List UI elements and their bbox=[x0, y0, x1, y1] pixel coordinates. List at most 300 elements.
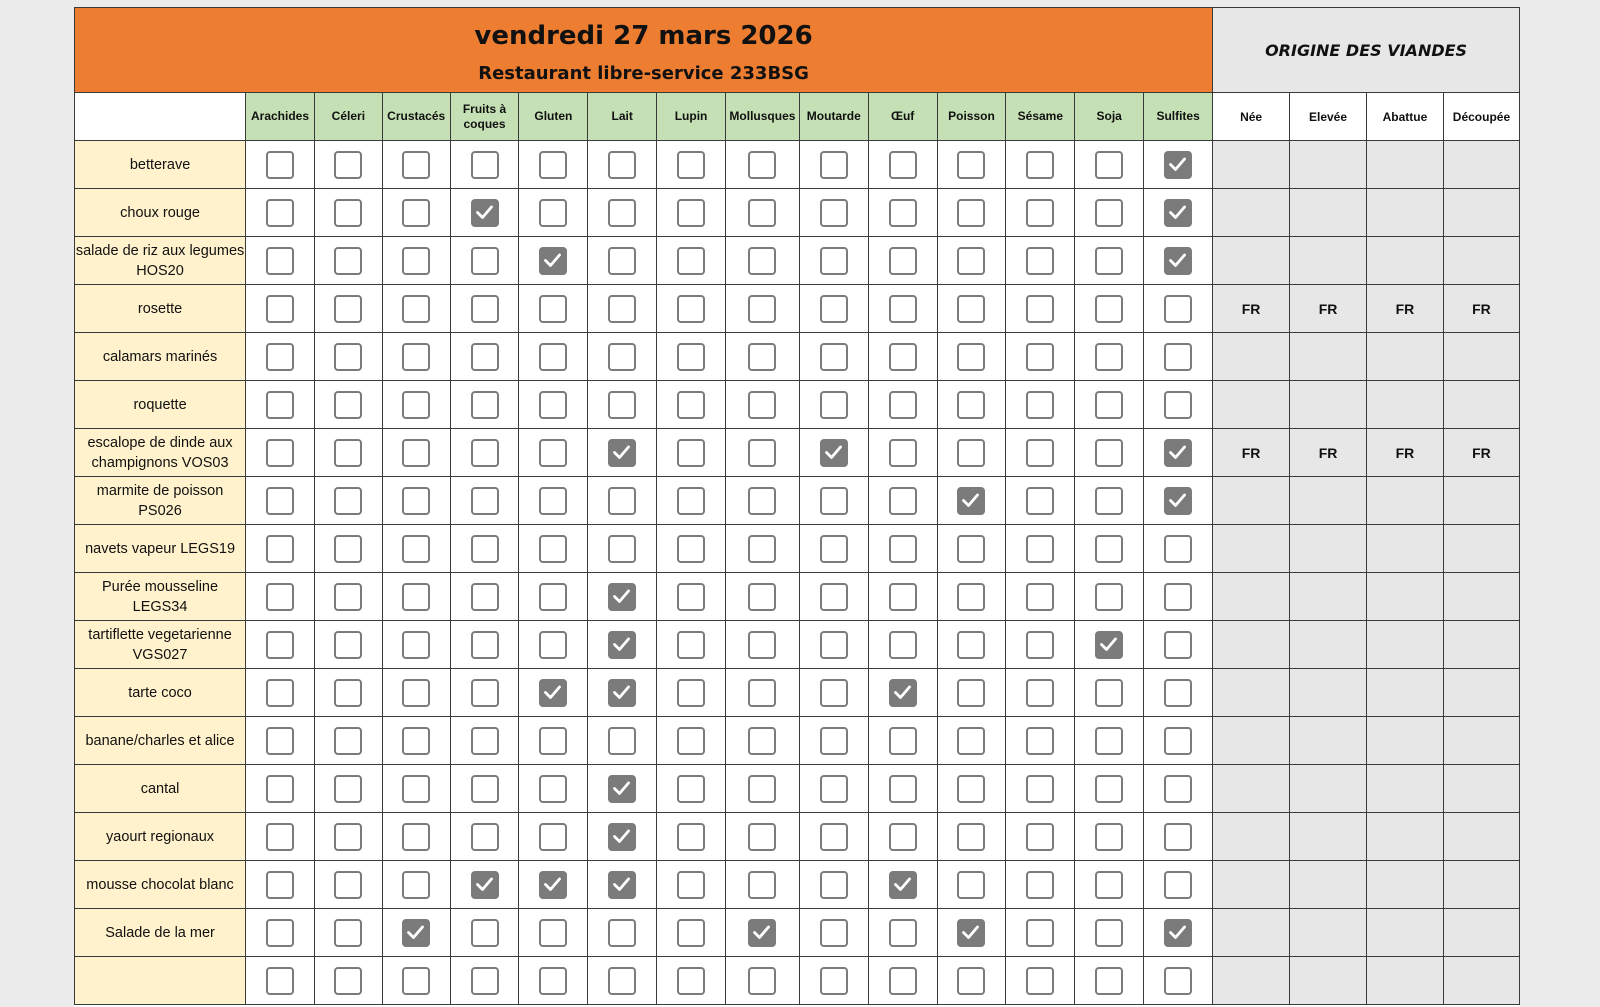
empty-checkbox[interactable] bbox=[677, 631, 705, 659]
allergen-cell-moutarde bbox=[799, 381, 868, 429]
allergen-cell-poisson bbox=[937, 717, 1006, 765]
allergen-cell-lupin bbox=[657, 237, 726, 285]
empty-checkbox[interactable] bbox=[957, 391, 985, 419]
origin-cell-nee bbox=[1213, 333, 1290, 381]
empty-checkbox[interactable] bbox=[677, 967, 705, 995]
empty-checkbox[interactable] bbox=[820, 967, 848, 995]
empty-checkbox[interactable] bbox=[266, 967, 294, 995]
allergen-cell-arachides bbox=[246, 141, 315, 189]
allergen-cell-sulfites bbox=[1144, 285, 1213, 333]
checkmark-icon[interactable] bbox=[748, 919, 776, 947]
origin-title: ORIGINE DES VIANDES bbox=[1213, 8, 1520, 93]
empty-checkbox[interactable] bbox=[889, 583, 917, 611]
empty-checkbox[interactable] bbox=[266, 487, 294, 515]
empty-checkbox[interactable] bbox=[334, 631, 362, 659]
empty-checkbox[interactable] bbox=[1095, 487, 1123, 515]
empty-checkbox[interactable] bbox=[957, 535, 985, 563]
checkmark-icon[interactable] bbox=[471, 199, 499, 227]
empty-checkbox[interactable] bbox=[889, 823, 917, 851]
allergen-cell-oeuf bbox=[868, 765, 937, 813]
empty-checkbox[interactable] bbox=[608, 295, 636, 323]
empty-checkbox[interactable] bbox=[748, 871, 776, 899]
empty-checkbox[interactable] bbox=[957, 583, 985, 611]
checkmark-icon[interactable] bbox=[1164, 151, 1192, 179]
empty-checkbox[interactable] bbox=[1164, 391, 1192, 419]
empty-checkbox[interactable] bbox=[677, 823, 705, 851]
empty-checkbox[interactable] bbox=[1026, 439, 1054, 467]
allergen-cell-lupin bbox=[657, 189, 726, 237]
empty-checkbox[interactable] bbox=[471, 823, 499, 851]
empty-checkbox[interactable] bbox=[1095, 247, 1123, 275]
empty-checkbox[interactable] bbox=[1164, 535, 1192, 563]
empty-checkbox[interactable] bbox=[820, 871, 848, 899]
empty-checkbox[interactable] bbox=[334, 727, 362, 755]
allergen-cell-crustaces bbox=[382, 141, 450, 189]
empty-checkbox[interactable] bbox=[608, 247, 636, 275]
origin-cell-abattue bbox=[1367, 765, 1444, 813]
empty-checkbox[interactable] bbox=[677, 391, 705, 419]
empty-checkbox[interactable] bbox=[266, 343, 294, 371]
checkmark-icon[interactable] bbox=[820, 439, 848, 467]
empty-checkbox[interactable] bbox=[820, 823, 848, 851]
empty-checkbox[interactable] bbox=[334, 391, 362, 419]
empty-checkbox[interactable] bbox=[820, 391, 848, 419]
checkmark-icon[interactable] bbox=[608, 439, 636, 467]
empty-checkbox[interactable] bbox=[1095, 343, 1123, 371]
empty-checkbox[interactable] bbox=[1095, 823, 1123, 851]
empty-checkbox[interactable] bbox=[539, 295, 567, 323]
empty-checkbox[interactable] bbox=[334, 343, 362, 371]
empty-checkbox[interactable] bbox=[957, 343, 985, 371]
origin-cell-nee bbox=[1213, 237, 1290, 285]
checkmark-icon[interactable] bbox=[1164, 439, 1192, 467]
empty-checkbox[interactable] bbox=[266, 679, 294, 707]
empty-checkbox[interactable] bbox=[957, 247, 985, 275]
empty-checkbox[interactable] bbox=[820, 151, 848, 179]
empty-checkbox[interactable] bbox=[1026, 295, 1054, 323]
dish-name: escalope de dinde aux champignons VOS03 bbox=[75, 429, 246, 477]
empty-checkbox[interactable] bbox=[677, 535, 705, 563]
empty-checkbox[interactable] bbox=[1095, 583, 1123, 611]
empty-checkbox[interactable] bbox=[539, 535, 567, 563]
empty-checkbox[interactable] bbox=[471, 439, 499, 467]
empty-checkbox[interactable] bbox=[539, 583, 567, 611]
dish-name: rosette bbox=[75, 285, 246, 333]
empty-checkbox[interactable] bbox=[334, 871, 362, 899]
empty-checkbox[interactable] bbox=[1026, 151, 1054, 179]
empty-checkbox[interactable] bbox=[957, 199, 985, 227]
empty-checkbox[interactable] bbox=[1095, 679, 1123, 707]
checkmark-icon[interactable] bbox=[608, 679, 636, 707]
empty-checkbox[interactable] bbox=[1095, 151, 1123, 179]
empty-checkbox[interactable] bbox=[1164, 679, 1192, 707]
empty-checkbox[interactable] bbox=[748, 487, 776, 515]
empty-checkbox[interactable] bbox=[748, 823, 776, 851]
allergen-cell-celeri bbox=[314, 621, 382, 669]
empty-checkbox[interactable] bbox=[402, 871, 430, 899]
empty-checkbox[interactable] bbox=[266, 583, 294, 611]
empty-checkbox[interactable] bbox=[266, 391, 294, 419]
empty-checkbox[interactable] bbox=[820, 343, 848, 371]
allergen-cell-sesame bbox=[1006, 429, 1075, 477]
empty-checkbox[interactable] bbox=[539, 439, 567, 467]
empty-checkbox[interactable] bbox=[266, 199, 294, 227]
empty-checkbox[interactable] bbox=[748, 535, 776, 563]
empty-checkbox[interactable] bbox=[889, 343, 917, 371]
allergen-cell-crustaces bbox=[382, 285, 450, 333]
checkmark-icon[interactable] bbox=[957, 487, 985, 515]
allergen-cell-arachides bbox=[246, 861, 315, 909]
empty-checkbox[interactable] bbox=[1095, 919, 1123, 947]
empty-checkbox[interactable] bbox=[1095, 199, 1123, 227]
empty-checkbox[interactable] bbox=[402, 775, 430, 803]
empty-checkbox[interactable] bbox=[1164, 727, 1192, 755]
empty-checkbox[interactable] bbox=[334, 775, 362, 803]
empty-checkbox[interactable] bbox=[957, 727, 985, 755]
empty-checkbox[interactable] bbox=[608, 391, 636, 419]
empty-checkbox[interactable] bbox=[957, 439, 985, 467]
allergen-cell-crustaces bbox=[382, 813, 450, 861]
empty-checkbox[interactable] bbox=[748, 151, 776, 179]
checkmark-icon[interactable] bbox=[608, 871, 636, 899]
allergen-cell-mollusques bbox=[725, 189, 799, 237]
checkmark-icon[interactable] bbox=[1164, 487, 1192, 515]
empty-checkbox[interactable] bbox=[608, 487, 636, 515]
empty-checkbox[interactable] bbox=[539, 151, 567, 179]
origin-cell-decoupee bbox=[1443, 909, 1519, 957]
empty-checkbox[interactable] bbox=[334, 535, 362, 563]
empty-checkbox[interactable] bbox=[471, 487, 499, 515]
empty-checkbox[interactable] bbox=[266, 823, 294, 851]
empty-checkbox[interactable] bbox=[402, 343, 430, 371]
empty-checkbox[interactable] bbox=[748, 295, 776, 323]
empty-checkbox[interactable] bbox=[539, 487, 567, 515]
empty-checkbox[interactable] bbox=[1164, 295, 1192, 323]
checkmark-icon[interactable] bbox=[539, 679, 567, 707]
empty-checkbox[interactable] bbox=[1164, 583, 1192, 611]
allergen-cell-crustaces bbox=[382, 669, 450, 717]
empty-checkbox[interactable] bbox=[334, 487, 362, 515]
checkmark-icon[interactable] bbox=[608, 775, 636, 803]
empty-checkbox[interactable] bbox=[539, 967, 567, 995]
empty-checkbox[interactable] bbox=[1095, 727, 1123, 755]
empty-checkbox[interactable] bbox=[677, 727, 705, 755]
allergen-cell-lait bbox=[588, 621, 657, 669]
empty-checkbox[interactable] bbox=[334, 967, 362, 995]
empty-checkbox[interactable] bbox=[889, 247, 917, 275]
empty-checkbox[interactable] bbox=[334, 679, 362, 707]
empty-checkbox[interactable] bbox=[1026, 919, 1054, 947]
empty-checkbox[interactable] bbox=[402, 439, 430, 467]
dish-name: navets vapeur LEGS19 bbox=[75, 525, 246, 573]
empty-checkbox[interactable] bbox=[1095, 967, 1123, 995]
empty-checkbox[interactable] bbox=[889, 199, 917, 227]
allergen-cell-sesame bbox=[1006, 333, 1075, 381]
empty-checkbox[interactable] bbox=[748, 247, 776, 275]
empty-checkbox[interactable] bbox=[334, 583, 362, 611]
empty-checkbox[interactable] bbox=[608, 919, 636, 947]
empty-checkbox[interactable] bbox=[334, 919, 362, 947]
empty-checkbox[interactable] bbox=[266, 295, 294, 323]
empty-checkbox[interactable] bbox=[471, 631, 499, 659]
empty-checkbox[interactable] bbox=[1026, 583, 1054, 611]
empty-checkbox[interactable] bbox=[608, 343, 636, 371]
empty-checkbox[interactable] bbox=[402, 727, 430, 755]
empty-checkbox[interactable] bbox=[471, 967, 499, 995]
checkmark-icon[interactable] bbox=[889, 871, 917, 899]
empty-checkbox[interactable] bbox=[820, 631, 848, 659]
allergen-cell-poisson bbox=[937, 621, 1006, 669]
empty-checkbox[interactable] bbox=[748, 727, 776, 755]
empty-checkbox[interactable] bbox=[1095, 535, 1123, 563]
empty-checkbox[interactable] bbox=[820, 583, 848, 611]
empty-checkbox[interactable] bbox=[1095, 439, 1123, 467]
allergen-cell-oeuf bbox=[868, 957, 937, 1005]
empty-checkbox[interactable] bbox=[1164, 967, 1192, 995]
empty-checkbox[interactable] bbox=[677, 487, 705, 515]
empty-checkbox[interactable] bbox=[402, 583, 430, 611]
empty-checkbox[interactable] bbox=[957, 631, 985, 659]
empty-checkbox[interactable] bbox=[402, 967, 430, 995]
empty-checkbox[interactable] bbox=[608, 151, 636, 179]
empty-checkbox[interactable] bbox=[820, 535, 848, 563]
empty-checkbox[interactable] bbox=[677, 343, 705, 371]
empty-checkbox[interactable] bbox=[1026, 823, 1054, 851]
empty-checkbox[interactable] bbox=[402, 199, 430, 227]
checkmark-icon[interactable] bbox=[539, 871, 567, 899]
empty-checkbox[interactable] bbox=[1164, 343, 1192, 371]
empty-checkbox[interactable] bbox=[266, 775, 294, 803]
empty-checkbox[interactable] bbox=[889, 631, 917, 659]
empty-checkbox[interactable] bbox=[820, 679, 848, 707]
allergen-cell-mollusques bbox=[725, 573, 799, 621]
allergen-cell-mollusques bbox=[725, 477, 799, 525]
empty-checkbox[interactable] bbox=[1026, 679, 1054, 707]
empty-checkbox[interactable] bbox=[402, 247, 430, 275]
allergen-cell-soja bbox=[1075, 141, 1144, 189]
empty-checkbox[interactable] bbox=[748, 775, 776, 803]
empty-checkbox[interactable] bbox=[1164, 775, 1192, 803]
empty-checkbox[interactable] bbox=[1026, 487, 1054, 515]
empty-checkbox[interactable] bbox=[402, 823, 430, 851]
empty-checkbox[interactable] bbox=[820, 919, 848, 947]
origin-cell-decoupee bbox=[1443, 669, 1519, 717]
checkmark-icon[interactable] bbox=[539, 247, 567, 275]
empty-checkbox[interactable] bbox=[539, 391, 567, 419]
empty-checkbox[interactable] bbox=[471, 295, 499, 323]
empty-checkbox[interactable] bbox=[748, 631, 776, 659]
empty-checkbox[interactable] bbox=[889, 487, 917, 515]
empty-checkbox[interactable] bbox=[334, 295, 362, 323]
allergen-cell-oeuf bbox=[868, 141, 937, 189]
empty-checkbox[interactable] bbox=[889, 391, 917, 419]
allergen-cell-lupin bbox=[657, 285, 726, 333]
empty-checkbox[interactable] bbox=[402, 535, 430, 563]
empty-checkbox[interactable] bbox=[677, 295, 705, 323]
checkmark-icon[interactable] bbox=[1164, 247, 1192, 275]
empty-checkbox[interactable] bbox=[266, 439, 294, 467]
checkmark-icon[interactable] bbox=[1095, 631, 1123, 659]
checkmark-icon[interactable] bbox=[608, 823, 636, 851]
empty-checkbox[interactable] bbox=[471, 583, 499, 611]
empty-checkbox[interactable] bbox=[608, 967, 636, 995]
empty-checkbox[interactable] bbox=[266, 871, 294, 899]
empty-checkbox[interactable] bbox=[471, 151, 499, 179]
empty-checkbox[interactable] bbox=[1026, 343, 1054, 371]
empty-checkbox[interactable] bbox=[1095, 391, 1123, 419]
empty-checkbox[interactable] bbox=[820, 247, 848, 275]
empty-checkbox[interactable] bbox=[677, 439, 705, 467]
empty-checkbox[interactable] bbox=[889, 535, 917, 563]
allergen-cell-fruits-a-coques bbox=[450, 669, 519, 717]
empty-checkbox[interactable] bbox=[889, 775, 917, 803]
checkmark-icon[interactable] bbox=[1164, 919, 1192, 947]
empty-checkbox[interactable] bbox=[266, 535, 294, 563]
empty-checkbox[interactable] bbox=[1026, 967, 1054, 995]
empty-checkbox[interactable] bbox=[1026, 391, 1054, 419]
empty-checkbox[interactable] bbox=[471, 919, 499, 947]
checkmark-icon[interactable] bbox=[608, 631, 636, 659]
checkmark-icon[interactable] bbox=[957, 919, 985, 947]
empty-checkbox[interactable] bbox=[677, 775, 705, 803]
empty-checkbox[interactable] bbox=[402, 631, 430, 659]
empty-checkbox[interactable] bbox=[539, 199, 567, 227]
empty-checkbox[interactable] bbox=[677, 871, 705, 899]
empty-checkbox[interactable] bbox=[539, 823, 567, 851]
empty-checkbox[interactable] bbox=[677, 247, 705, 275]
empty-checkbox[interactable] bbox=[1095, 775, 1123, 803]
empty-checkbox[interactable] bbox=[471, 679, 499, 707]
empty-checkbox[interactable] bbox=[266, 151, 294, 179]
checkmark-icon[interactable] bbox=[608, 583, 636, 611]
empty-checkbox[interactable] bbox=[677, 919, 705, 947]
empty-checkbox[interactable] bbox=[608, 727, 636, 755]
checkmark-icon[interactable] bbox=[1164, 199, 1192, 227]
empty-checkbox[interactable] bbox=[889, 919, 917, 947]
empty-checkbox[interactable] bbox=[889, 967, 917, 995]
empty-checkbox[interactable] bbox=[471, 727, 499, 755]
empty-checkbox[interactable] bbox=[539, 343, 567, 371]
empty-checkbox[interactable] bbox=[677, 583, 705, 611]
empty-checkbox[interactable] bbox=[957, 823, 985, 851]
empty-checkbox[interactable] bbox=[334, 151, 362, 179]
checkmark-icon[interactable] bbox=[402, 919, 430, 947]
empty-checkbox[interactable] bbox=[1026, 775, 1054, 803]
empty-checkbox[interactable] bbox=[748, 343, 776, 371]
empty-checkbox[interactable] bbox=[402, 487, 430, 515]
empty-checkbox[interactable] bbox=[1095, 295, 1123, 323]
empty-checkbox[interactable] bbox=[1164, 631, 1192, 659]
checkmark-icon[interactable] bbox=[471, 871, 499, 899]
origin-cell-elevee bbox=[1290, 333, 1367, 381]
empty-checkbox[interactable] bbox=[1026, 199, 1054, 227]
empty-checkbox[interactable] bbox=[820, 199, 848, 227]
origin-cell-abattue bbox=[1367, 621, 1444, 669]
empty-checkbox[interactable] bbox=[539, 631, 567, 659]
empty-checkbox[interactable] bbox=[1026, 727, 1054, 755]
empty-checkbox[interactable] bbox=[471, 391, 499, 419]
empty-checkbox[interactable] bbox=[957, 151, 985, 179]
empty-checkbox[interactable] bbox=[1026, 631, 1054, 659]
empty-checkbox[interactable] bbox=[957, 295, 985, 323]
empty-checkbox[interactable] bbox=[266, 631, 294, 659]
empty-checkbox[interactable] bbox=[334, 247, 362, 275]
empty-checkbox[interactable] bbox=[402, 391, 430, 419]
empty-checkbox[interactable] bbox=[748, 967, 776, 995]
empty-checkbox[interactable] bbox=[402, 295, 430, 323]
empty-checkbox[interactable] bbox=[266, 727, 294, 755]
allergen-cell-arachides bbox=[246, 237, 315, 285]
empty-checkbox[interactable] bbox=[957, 679, 985, 707]
empty-checkbox[interactable] bbox=[1026, 247, 1054, 275]
empty-checkbox[interactable] bbox=[677, 151, 705, 179]
empty-checkbox[interactable] bbox=[539, 775, 567, 803]
empty-checkbox[interactable] bbox=[820, 487, 848, 515]
empty-checkbox[interactable] bbox=[539, 919, 567, 947]
empty-checkbox[interactable] bbox=[957, 967, 985, 995]
empty-checkbox[interactable] bbox=[748, 439, 776, 467]
allergen-cell-celeri bbox=[314, 909, 382, 957]
empty-checkbox[interactable] bbox=[1026, 535, 1054, 563]
empty-checkbox[interactable] bbox=[1095, 871, 1123, 899]
empty-checkbox[interactable] bbox=[957, 775, 985, 803]
empty-checkbox[interactable] bbox=[889, 295, 917, 323]
empty-checkbox[interactable] bbox=[266, 919, 294, 947]
empty-checkbox[interactable] bbox=[889, 151, 917, 179]
empty-checkbox[interactable] bbox=[266, 247, 294, 275]
empty-checkbox[interactable] bbox=[1026, 871, 1054, 899]
empty-checkbox[interactable] bbox=[677, 199, 705, 227]
empty-checkbox[interactable] bbox=[402, 679, 430, 707]
empty-checkbox[interactable] bbox=[608, 535, 636, 563]
empty-checkbox[interactable] bbox=[889, 727, 917, 755]
empty-checkbox[interactable] bbox=[334, 439, 362, 467]
empty-checkbox[interactable] bbox=[748, 679, 776, 707]
empty-checkbox[interactable] bbox=[820, 727, 848, 755]
allergen-cell-celeri bbox=[314, 765, 382, 813]
empty-checkbox[interactable] bbox=[748, 583, 776, 611]
empty-checkbox[interactable] bbox=[471, 247, 499, 275]
empty-checkbox[interactable] bbox=[748, 199, 776, 227]
empty-checkbox[interactable] bbox=[957, 871, 985, 899]
allergen-cell-poisson bbox=[937, 765, 1006, 813]
empty-checkbox[interactable] bbox=[471, 535, 499, 563]
empty-checkbox[interactable] bbox=[889, 439, 917, 467]
empty-checkbox[interactable] bbox=[748, 391, 776, 419]
empty-checkbox[interactable] bbox=[539, 727, 567, 755]
empty-checkbox[interactable] bbox=[677, 679, 705, 707]
allergen-cell-crustaces bbox=[382, 525, 450, 573]
empty-checkbox[interactable] bbox=[1164, 823, 1192, 851]
empty-checkbox[interactable] bbox=[608, 199, 636, 227]
empty-checkbox[interactable] bbox=[334, 823, 362, 851]
allergen-cell-sesame bbox=[1006, 285, 1075, 333]
empty-checkbox[interactable] bbox=[402, 151, 430, 179]
allergen-cell-celeri bbox=[314, 381, 382, 429]
empty-checkbox[interactable] bbox=[471, 343, 499, 371]
allergen-cell-soja bbox=[1075, 237, 1144, 285]
empty-checkbox[interactable] bbox=[1164, 871, 1192, 899]
checkmark-icon[interactable] bbox=[889, 679, 917, 707]
origin-cell-abattue: FR bbox=[1367, 429, 1444, 477]
origin-cell-elevee bbox=[1290, 861, 1367, 909]
empty-checkbox[interactable] bbox=[334, 199, 362, 227]
empty-checkbox[interactable] bbox=[820, 775, 848, 803]
dish-name: choux rouge bbox=[75, 189, 246, 237]
allergen-cell-mollusques bbox=[725, 621, 799, 669]
empty-checkbox[interactable] bbox=[471, 775, 499, 803]
empty-checkbox[interactable] bbox=[820, 295, 848, 323]
